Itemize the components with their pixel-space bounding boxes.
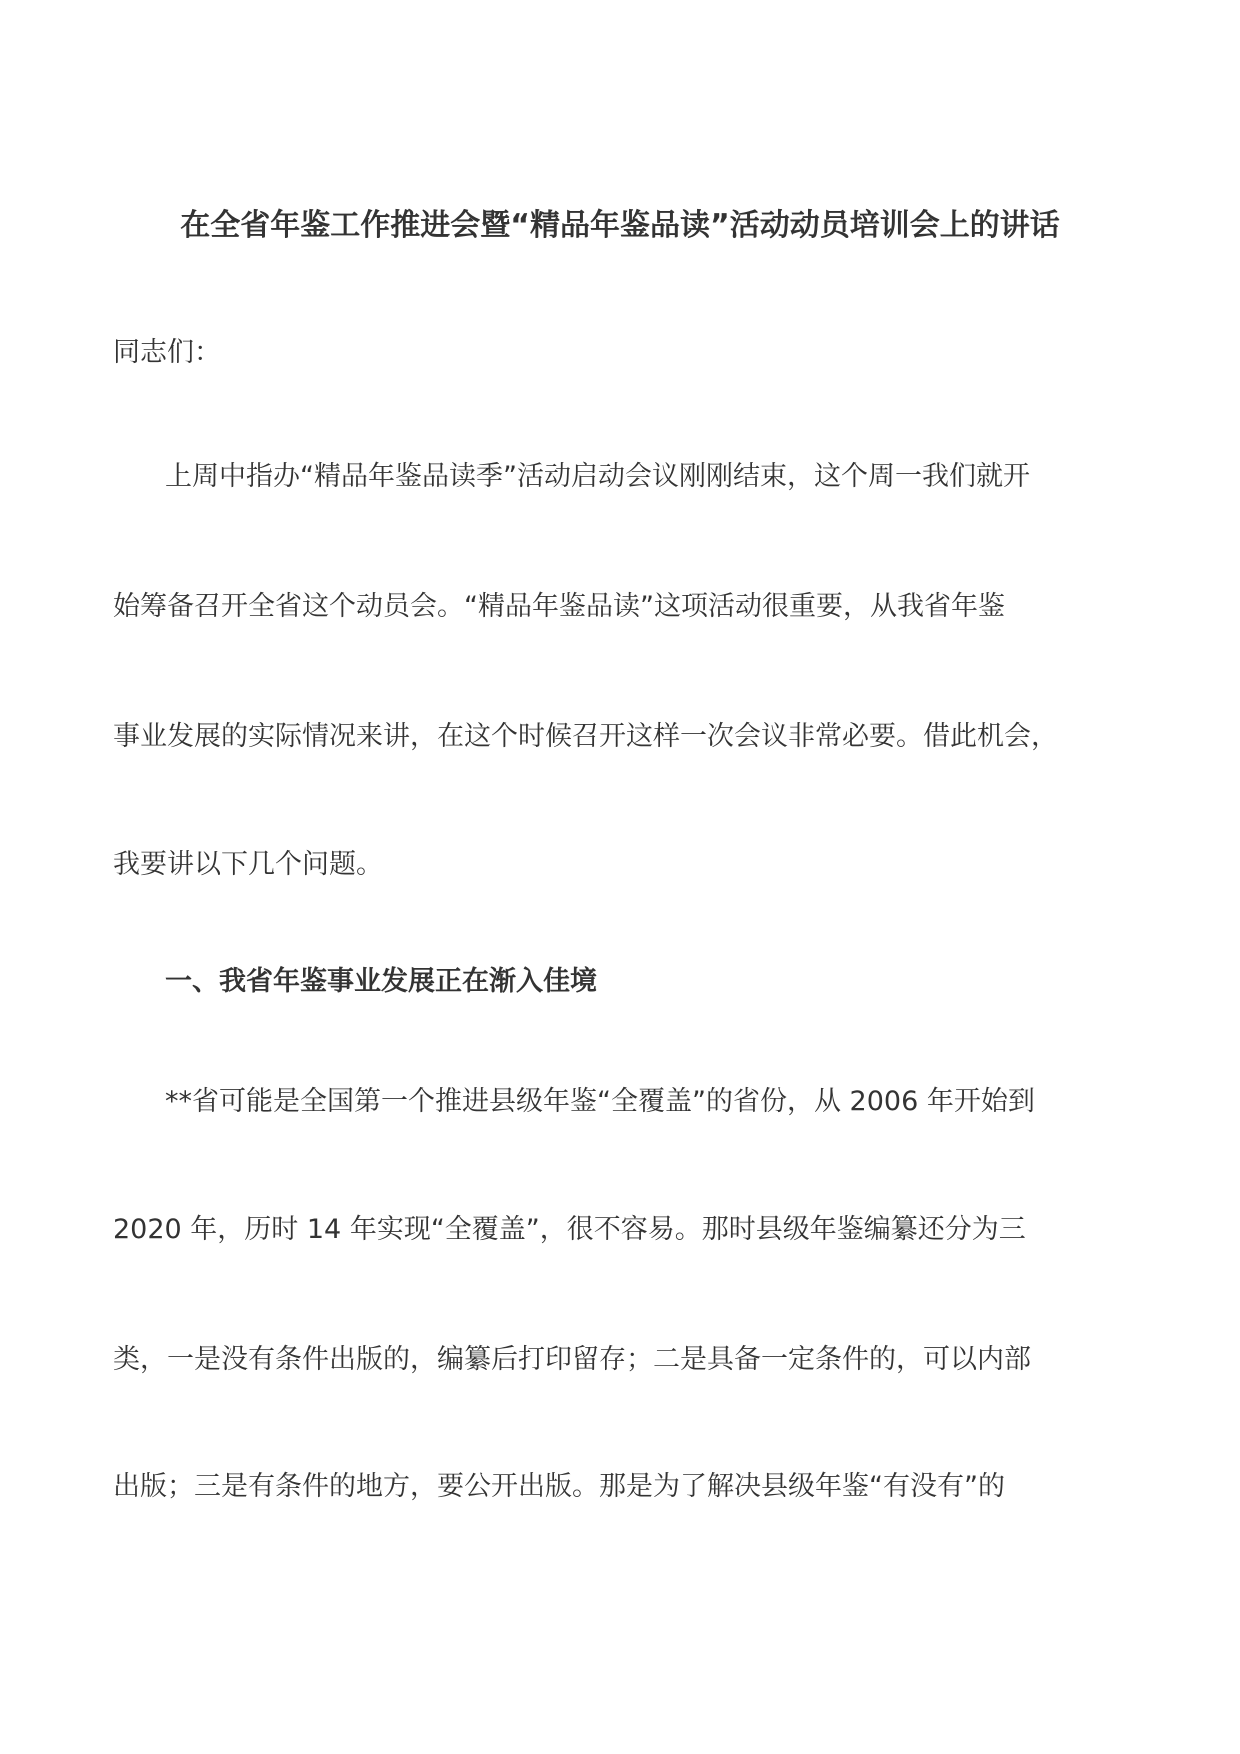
- salutation: 同志们：: [113, 337, 221, 368]
- paragraph-line: 始筹备召开全省这个动员会。“精品年鉴品读”这项活动很重要，从我省年鉴: [113, 591, 1005, 622]
- paragraph-line: 我要讲以下几个问题。: [113, 849, 383, 880]
- paragraph-line: 2020 年，历时 14 年实现“全覆盖”，很不容易。那时县级年鉴编纂还分为三: [113, 1214, 1026, 1245]
- document-title: 在全省年鉴工作推进会暨“精品年鉴品读”活动动员培训会上的讲话: [180, 208, 1060, 243]
- paragraph-line: 事业发展的实际情况来讲，在这个时候召开这样一次会议非常必要。借此机会，: [113, 721, 1058, 752]
- paragraph-line: 上周中指办“精品年鉴品读季”活动启动会议刚刚结束，这个周一我们就开: [165, 461, 1030, 492]
- section-heading: 一、我省年鉴事业发展正在渐入佳境: [165, 966, 597, 997]
- paragraph-line: 出版；三是有条件的地方，要公开出版。那是为了解决县级年鉴“有没有”的: [113, 1471, 1005, 1502]
- paragraph-line: **省可能是全国第一个推进县级年鉴“全覆盖”的省份，从 2006 年开始到: [165, 1086, 1035, 1117]
- paragraph-line: 类，一是没有条件出版的，编纂后打印留存；二是具备一定条件的，可以内部: [113, 1344, 1031, 1375]
